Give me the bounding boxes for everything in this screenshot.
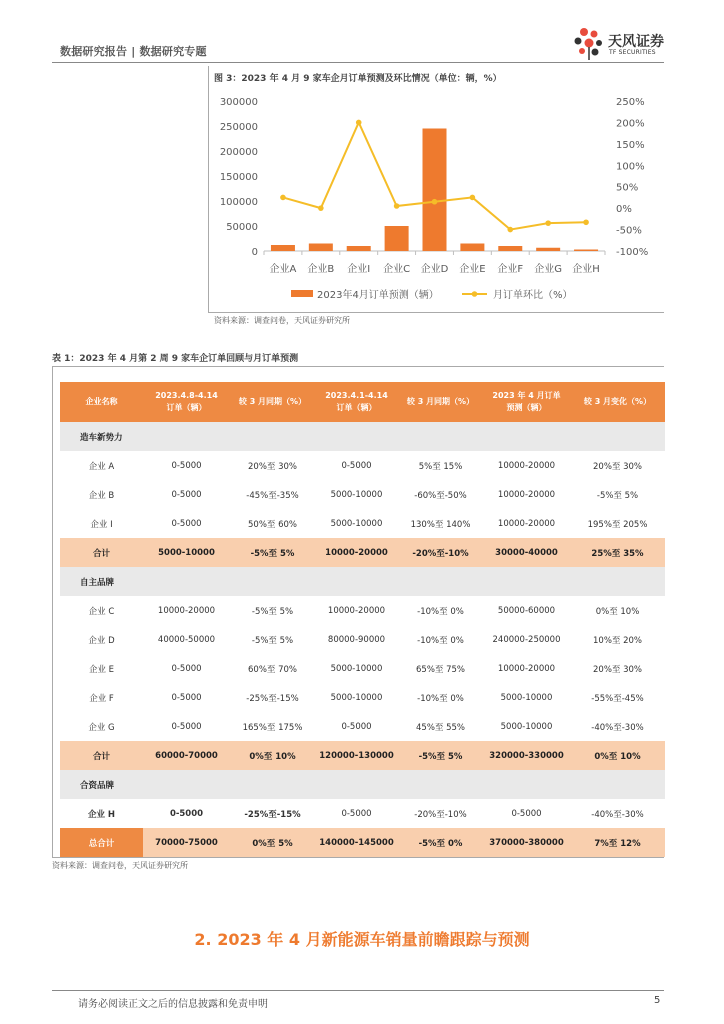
column-header: 企业名称 — [60, 382, 143, 422]
line-point — [583, 219, 589, 225]
y-right-tick-label: 200% — [616, 118, 645, 130]
legend-line-marker — [472, 291, 478, 297]
table-cell: 0%至 10% — [230, 741, 315, 770]
y-right-tick-label: 0% — [616, 204, 632, 216]
table-cell: 40000-50000 — [157, 634, 216, 645]
line-point — [507, 227, 513, 233]
table-cell: 165%至 175% — [242, 722, 303, 733]
table-cell: 合计 — [60, 741, 143, 770]
table-cell: 0-5000 — [341, 721, 372, 732]
table-cell: -40%至-30% — [591, 722, 644, 733]
line-point — [280, 195, 286, 201]
table-cell: 0-5000 — [171, 663, 202, 674]
table-cell: 0-5000 — [171, 460, 202, 471]
x-category-label: 企业G — [534, 264, 563, 275]
y-right-tick-label: -100% — [616, 247, 649, 258]
table-cell: 30000-40000 — [483, 538, 570, 567]
report-header-title: 数据研究报告 | 数据研究专题 — [60, 45, 207, 58]
column-header: 较 3 月同期（%） — [398, 382, 483, 422]
empty-cell — [143, 770, 230, 799]
table-cell: 企业 E — [88, 664, 115, 675]
y-right-tick-label: 100% — [616, 161, 645, 173]
table-cell: 企业 A — [88, 461, 115, 472]
line-point — [545, 220, 551, 226]
x-category-label: 企业D — [420, 264, 449, 275]
table-cell: 240000-250000 — [492, 634, 561, 645]
line-point — [470, 195, 476, 201]
y-left-tick-label: 300000 — [219, 97, 258, 108]
empty-cell — [483, 422, 570, 451]
table-row — [60, 596, 665, 625]
empty-cell — [483, 770, 570, 799]
table-cell: 10000-20000 — [497, 460, 556, 471]
empty-cell — [230, 422, 315, 451]
table-cell: -5%至 5% — [398, 741, 483, 770]
empty-cell — [483, 567, 570, 596]
x-category-label: 企业C — [383, 264, 411, 275]
table-cell: 50%至 60% — [248, 519, 297, 530]
y-left-tick-label: 250000 — [219, 122, 258, 133]
table-row — [60, 480, 665, 509]
table-row — [60, 654, 665, 683]
category-row — [60, 770, 665, 799]
table-cell: 0-5000 — [341, 808, 372, 819]
category-row — [60, 422, 665, 451]
empty-cell — [570, 770, 665, 799]
bar — [309, 244, 333, 252]
table-cell: 60000-70000 — [143, 741, 230, 770]
table-cell: 0%至 5% — [230, 828, 315, 857]
x-category-label: 企业B — [307, 264, 335, 275]
legend-line-label: 月订单环比（%） — [493, 290, 573, 301]
table-cell: 195%至 205% — [587, 519, 648, 530]
table-cell: -45%至-35% — [246, 490, 299, 501]
line-point — [394, 203, 400, 209]
section-heading: 2. 2023 年 4 月新能源车销量前瞻跟踪与预测 — [194, 930, 530, 949]
line-point — [356, 120, 362, 126]
table-cell: 0-5000 — [171, 721, 202, 732]
table-cell: 企业 I — [90, 519, 113, 530]
legend-bar-swatch — [291, 290, 313, 297]
x-category-label: 企业A — [269, 264, 297, 275]
empty-cell — [398, 770, 483, 799]
bar — [347, 246, 371, 251]
footer-divider — [52, 990, 664, 991]
table-cell: 0-5000 — [511, 808, 542, 819]
table-cell: -5%至 5% — [596, 490, 639, 501]
empty-cell — [315, 422, 398, 451]
column-header: 2023.4.8-4.14 订单（辆） — [143, 382, 230, 422]
x-category-label: 企业I — [347, 264, 371, 275]
table-bottom-border — [52, 857, 664, 858]
table-cell: 10000-20000 — [315, 538, 398, 567]
table-row — [60, 509, 665, 538]
empty-cell — [143, 422, 230, 451]
table-row — [60, 712, 665, 741]
y-right-tick-label: 50% — [616, 182, 639, 194]
table-cell: 10000-20000 — [157, 605, 216, 616]
table-cell: 20%至 30% — [593, 461, 642, 472]
bar — [498, 246, 522, 251]
table-cell: -5%至 5% — [251, 635, 294, 646]
table-row — [60, 799, 665, 828]
table-cell: 企业 C — [88, 606, 115, 617]
table-cell: 25%至 35% — [570, 538, 665, 567]
column-header: 较 3 月变化（%） — [570, 382, 665, 422]
column-header: 2023 年 4 月订单 预测（辆） — [483, 382, 570, 422]
y-left-tick-label: 50000 — [226, 222, 258, 233]
table-cell: 130%至 140% — [410, 519, 471, 530]
empty-cell — [398, 422, 483, 451]
table-cell: -25%至-15% — [246, 693, 299, 704]
y-right-tick-label: 150% — [616, 139, 645, 151]
line-point — [318, 205, 324, 211]
x-category-label: 企业F — [497, 264, 524, 275]
table-cell: 企业 B — [88, 490, 115, 501]
orders-table — [60, 382, 665, 857]
table-cell: 50000-60000 — [497, 605, 556, 616]
bar — [460, 244, 484, 252]
figure-source: 资料来源：调查问卷，天风证券研究所 — [214, 316, 350, 325]
table-row — [60, 683, 665, 712]
y-left-tick-label: 0 — [251, 247, 258, 258]
table-cell: 0-5000 — [169, 808, 204, 819]
table-cell: -60%至-50% — [414, 490, 467, 501]
table-body — [60, 422, 665, 857]
x-category-label: 企业H — [572, 264, 600, 275]
subtotal-row — [60, 538, 665, 567]
table-cell: 10%至 20% — [593, 635, 642, 646]
empty-cell — [315, 770, 398, 799]
table-title: 表 1：2023 年 4 月第 2 周 9 家车企订单回顾与月订单预测 — [52, 354, 299, 364]
table-cell: -10%至 0% — [417, 635, 464, 646]
bar — [271, 245, 295, 251]
table-cell: 总合计 — [60, 828, 143, 857]
table-cell: 65%至 75% — [416, 664, 465, 675]
table-cell: 0-5000 — [171, 518, 202, 529]
table-cell: 0-5000 — [171, 692, 202, 703]
table-cell: 企业 F — [89, 693, 114, 704]
category-label: 造车新势力 — [60, 422, 143, 451]
empty-cell — [570, 422, 665, 451]
table-cell: 45%至 55% — [416, 722, 465, 733]
brand-subtitle: TF SECURITIES — [609, 49, 656, 56]
empty-cell — [143, 567, 230, 596]
footer-disclaimer: 请务必阅读正文之后的信息披露和免责申明 — [78, 999, 268, 1010]
table-cell: -10%至 0% — [417, 693, 464, 704]
bar — [574, 250, 598, 252]
table-cell: 5000-10000 — [500, 721, 553, 732]
table-cell: 5000-10000 — [330, 663, 383, 674]
table-cell: 10000-20000 — [327, 605, 386, 616]
table-cell: 企业 H — [87, 809, 116, 820]
y-left-tick-label: 100000 — [219, 197, 258, 208]
table-cell: 5000-10000 — [500, 692, 553, 703]
table-cell: 140000-145000 — [315, 828, 398, 857]
table-cell: 5000-10000 — [330, 489, 383, 500]
table-cell: 0-5000 — [171, 489, 202, 500]
table-cell: -5%至 5% — [230, 538, 315, 567]
table-cell: -25%至-15% — [244, 809, 301, 820]
empty-cell — [570, 567, 665, 596]
table-cell: 60%至 70% — [248, 664, 297, 675]
table-cell: 5%至 15% — [418, 461, 463, 472]
order-forecast-chart — [0, 0, 724, 320]
table-cell: 5000-10000 — [330, 692, 383, 703]
table-cell: 70000-75000 — [143, 828, 230, 857]
column-header: 2023.4.1-4.14 订单（辆） — [315, 382, 398, 422]
table-cell: 企业 G — [88, 722, 115, 733]
x-category-label: 企业E — [459, 264, 486, 275]
table-cell: 0%至 10% — [570, 741, 665, 770]
table-cell: 7%至 12% — [570, 828, 665, 857]
table-cell: 0-5000 — [341, 460, 372, 471]
table-cell: -5%至 5% — [251, 606, 294, 617]
table-cell: 20%至 30% — [593, 664, 642, 675]
table-cell: 0%至 10% — [595, 606, 640, 617]
table-cell: 80000-90000 — [327, 634, 386, 645]
table-cell: 合计 — [60, 538, 143, 567]
table-source: 资料来源：调查问卷，天风证券研究所 — [52, 861, 188, 870]
legend-bar-label: 2023年4月订单预测（辆） — [317, 290, 439, 301]
table-cell: 10000-20000 — [497, 518, 556, 529]
table-cell: 320000-330000 — [483, 741, 570, 770]
bar — [536, 248, 560, 251]
brand-name: 天风证券 — [608, 34, 664, 50]
table-cell: 120000-130000 — [315, 741, 398, 770]
table-cell: -20%至-10% — [398, 538, 483, 567]
column-header: 较 3 月同期（%） — [230, 382, 315, 422]
y-left-tick-label: 200000 — [219, 147, 258, 158]
empty-cell — [315, 567, 398, 596]
table-cell: -5%至 0% — [398, 828, 483, 857]
table-cell: 10000-20000 — [497, 663, 556, 674]
table-cell: 10000-20000 — [497, 489, 556, 500]
page-number: 5 — [654, 995, 661, 1006]
empty-cell — [398, 567, 483, 596]
table-cell: -20%至-10% — [414, 809, 467, 820]
table-cell: 20%至 30% — [248, 461, 297, 472]
table-cell: 企业 D — [88, 635, 115, 646]
table-cell: -40%至-30% — [591, 809, 644, 820]
bar — [385, 226, 409, 251]
grand-total-row — [60, 828, 665, 857]
table-row — [60, 625, 665, 654]
y-right-tick-label: -50% — [616, 225, 642, 237]
y-right-tick-label: 250% — [616, 97, 645, 108]
table-cell: -55%至-45% — [591, 693, 644, 704]
table-cell: -10%至 0% — [417, 606, 464, 617]
table-header-row — [60, 382, 665, 422]
table-row — [60, 451, 665, 480]
empty-cell — [230, 770, 315, 799]
table-left-border — [52, 366, 53, 858]
category-label: 自主品牌 — [60, 567, 143, 596]
category-row — [60, 567, 665, 596]
table-cell: 370000-380000 — [483, 828, 570, 857]
line-point — [432, 199, 438, 205]
figure-title: 图 3：2023 年 4 月 9 家车企月订单预测及环比情况（单位：辆，%） — [214, 74, 502, 84]
table-cell: 5000-10000 — [330, 518, 383, 529]
table-cell: 5000-10000 — [143, 538, 230, 567]
category-label: 合资品牌 — [60, 770, 143, 799]
subtotal-row — [60, 741, 665, 770]
table-top-border — [52, 366, 664, 367]
bar — [423, 129, 447, 252]
empty-cell — [230, 567, 315, 596]
y-left-tick-label: 150000 — [219, 172, 258, 183]
